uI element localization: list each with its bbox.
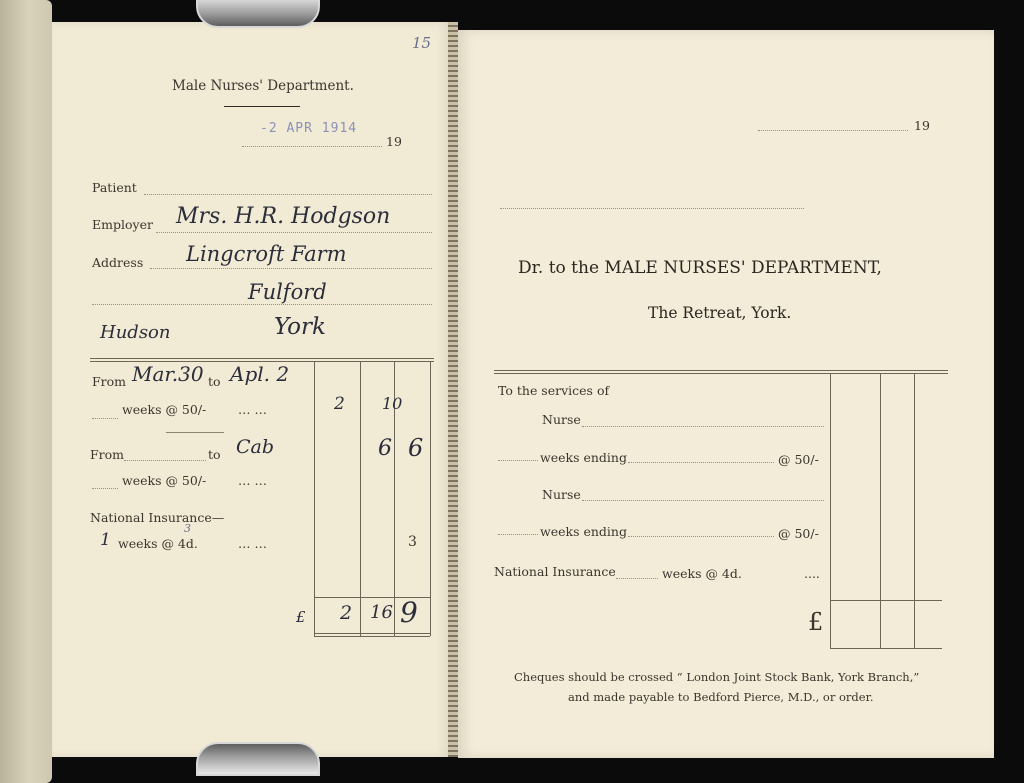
invoice-total-rule — [830, 600, 942, 601]
total-bottom-rule-2 — [314, 636, 430, 637]
left-page-receipt — [52, 22, 450, 757]
weeks-ending-line-2 — [628, 536, 774, 537]
weeks-ending-label-2: weeks ending — [540, 524, 627, 539]
invoice-top-rule — [494, 370, 948, 371]
national-insurance-label: National Insurance— — [90, 510, 225, 525]
weeks-blank-right-1 — [498, 460, 538, 461]
from-date-handwriting: Mar.30 — [132, 362, 204, 386]
binder-clip-top — [196, 0, 320, 28]
ni-dots-right: .... — [804, 566, 820, 581]
ledger-top-rule — [90, 358, 434, 359]
total-bottom-rule — [314, 633, 430, 634]
ellipsis-2: … … — [238, 473, 267, 488]
invoice-col-pounds — [830, 374, 831, 648]
rate-2: @ 50/- — [778, 526, 819, 541]
date-stamp: -2 APR 1914 — [260, 121, 358, 136]
ni-rate-correction: 3 — [184, 522, 191, 535]
row2-shillings: 6 — [378, 436, 392, 461]
row1-pounds: 2 — [334, 394, 345, 414]
to-label-2: to — [208, 447, 221, 462]
right-page-invoice — [458, 30, 994, 758]
separator-short — [166, 432, 224, 433]
ni-rate-label: weeks @ 4d. — [118, 536, 198, 551]
address-line-3-left: Hudson — [100, 322, 171, 343]
address-rule-1 — [150, 268, 432, 269]
ni-rate-label-right: weeks @ 4d. — [662, 566, 742, 581]
department-title: Male Nurses' Department. — [172, 78, 354, 94]
to-handwriting-2: Cab — [236, 436, 275, 458]
address-line-2: Fulford — [248, 280, 327, 304]
ni-weeks-handwriting: 1 — [100, 530, 111, 550]
services-label: To the services of — [498, 383, 610, 398]
total-shillings: 16 — [370, 602, 393, 623]
total-pounds: 2 — [340, 602, 353, 624]
year-suffix-right: 19 — [914, 118, 930, 133]
invoice-heading: Dr. to the MALE NURSES' DEPARTMENT, — [518, 258, 882, 278]
nurse-line-1 — [582, 426, 824, 427]
date-line-right — [758, 130, 908, 131]
rate-1: @ 50/- — [778, 452, 819, 467]
total-pence: 9 — [400, 596, 418, 629]
address-rule-2 — [92, 304, 432, 305]
patient-line — [144, 194, 432, 195]
row2-pence: 6 — [408, 434, 424, 462]
ellipsis-3: … … — [238, 536, 267, 551]
address-label: Address — [92, 255, 144, 270]
invoice-total-currency: £ — [808, 608, 824, 636]
weeks-ending-line-1 — [628, 462, 774, 463]
invoice-col-shillings — [880, 374, 881, 648]
patient-label: Patient — [92, 180, 137, 195]
row3-pence: 3 — [408, 534, 417, 550]
weeks-blank-2 — [92, 488, 118, 489]
employer-label: Employer — [92, 217, 153, 232]
ellipsis-1: … … — [238, 402, 267, 417]
address-line-1: Lingcroft Farm — [186, 242, 347, 266]
date-year-suffix: 19 — [386, 134, 402, 149]
employer-handwriting: Mrs. H.R. Hodgson — [176, 204, 391, 229]
binder-clip-bottom — [196, 742, 320, 776]
row1-shillings: 10 — [382, 394, 403, 413]
ledger-col-pounds — [314, 362, 315, 636]
addressee-line — [500, 208, 804, 209]
weeks-blank-right-2 — [498, 534, 538, 535]
ni-weeks-blank-right — [616, 578, 658, 579]
title-rule — [224, 106, 300, 107]
invoice-col-pence — [914, 374, 915, 648]
address-line-3-right: York — [274, 314, 326, 340]
book-spine-stitching — [448, 22, 458, 757]
from-label: From — [92, 374, 127, 389]
date-line — [242, 146, 382, 147]
weeks-rate-label-2: weeks @ 50/- — [122, 473, 207, 488]
footer-line-2: and made payable to Bedford Pierce, M.D., or order. — [568, 690, 874, 704]
ni-label-right: National Insurance — [494, 564, 616, 579]
invoice-bottom-rule — [830, 648, 942, 649]
from-label-2: From — [90, 447, 125, 462]
total-currency-symbol: £ — [296, 608, 306, 626]
footer-line-1: Cheques should be crossed “ London Joint Stock Bank, York Branch,” — [514, 670, 920, 684]
nurse-line-2 — [582, 500, 824, 501]
page-stack-edge — [0, 0, 52, 783]
ledger-col-end — [430, 362, 431, 636]
nurse-label-1: Nurse — [542, 412, 581, 427]
to-label: to — [208, 374, 221, 389]
weeks-rate-label-1: weeks @ 50/- — [122, 402, 207, 417]
nurse-label-2: Nurse — [542, 487, 581, 502]
weeks-ending-label-1: weeks ending — [540, 450, 627, 465]
employer-line — [156, 232, 432, 233]
invoice-subheading: The Retreat, York. — [648, 304, 792, 322]
page-number: 15 — [412, 34, 432, 52]
from-blank-2 — [124, 460, 206, 461]
weeks-blank-1 — [92, 418, 118, 419]
ledger-col-shillings — [360, 362, 361, 636]
to-date-handwriting: Apl. 2 — [230, 362, 290, 386]
